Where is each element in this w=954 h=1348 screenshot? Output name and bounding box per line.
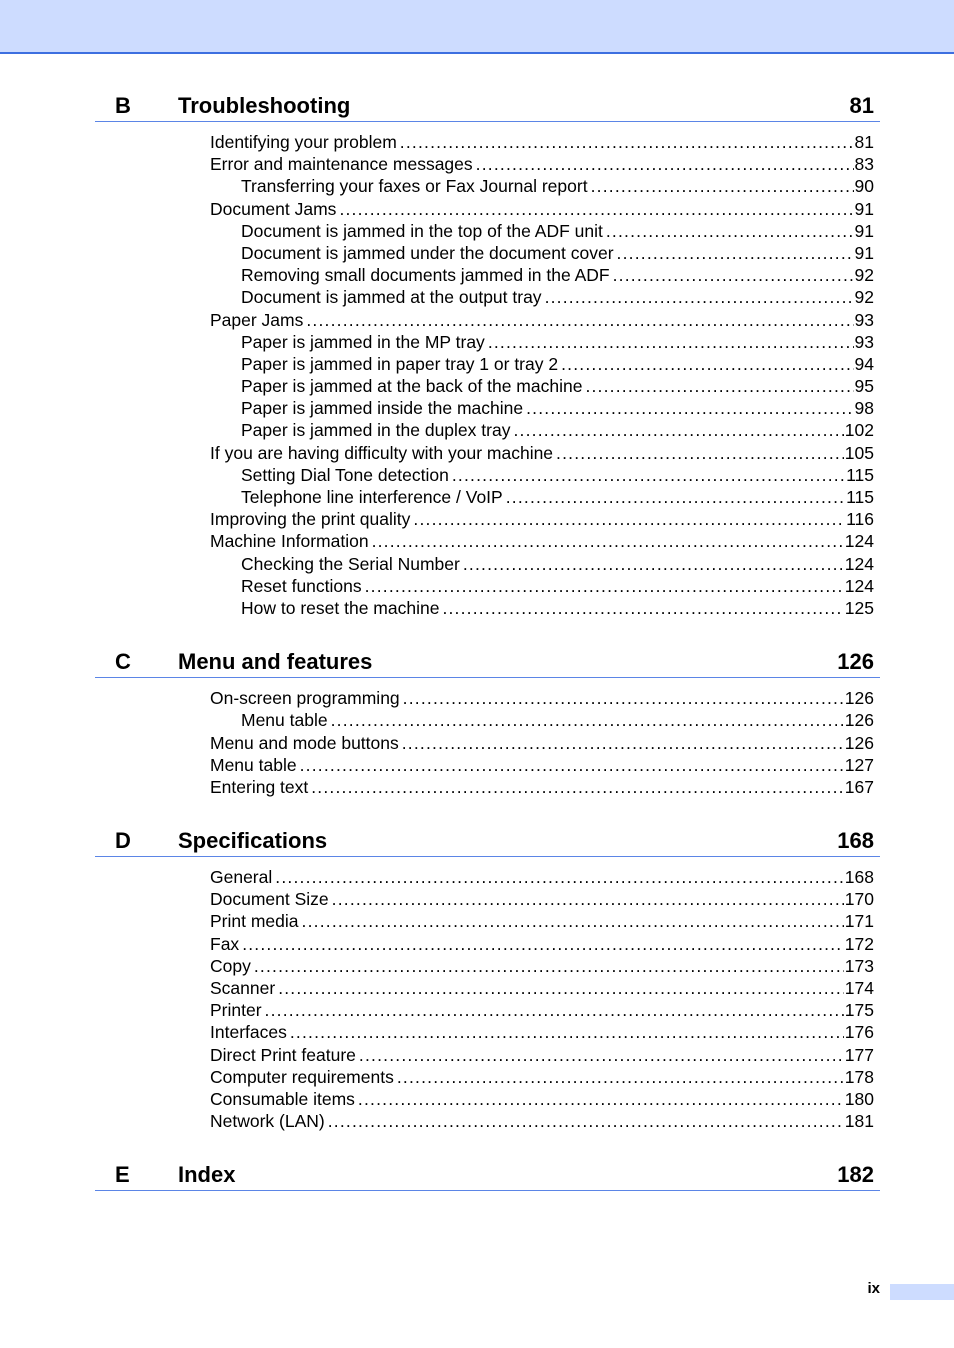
entry-title: Printer	[210, 1000, 262, 1021]
entry-page: 93	[854, 309, 874, 330]
entry-page: 98	[854, 398, 874, 419]
dot-leader	[526, 397, 853, 419]
dot-leader	[290, 1021, 844, 1043]
toc-entry[interactable]	[210, 955, 874, 977]
entry-page: 92	[854, 265, 874, 286]
entry-title: If you are having difficulty with your machine	[210, 442, 554, 463]
entry-title: Document is jammed at the output tray	[241, 287, 542, 308]
entry-page: 115	[846, 487, 874, 507]
entry-page: 180	[844, 1088, 874, 1109]
entry-page: 126	[844, 688, 874, 709]
toc-entry[interactable]	[210, 153, 874, 175]
dot-leader	[617, 242, 854, 264]
dot-leader	[402, 732, 844, 754]
entry-title: General	[210, 867, 273, 888]
dot-leader	[488, 331, 854, 353]
dot-leader	[452, 464, 845, 486]
toc-entry[interactable]	[210, 442, 874, 464]
toc-entry[interactable]	[210, 754, 874, 776]
dot-leader	[400, 131, 854, 153]
entry-page: 90	[854, 176, 874, 197]
chapter-section	[95, 1154, 880, 1191]
entry-page: 91	[854, 242, 874, 263]
toc-entry[interactable]	[210, 530, 874, 552]
dot-leader	[332, 888, 844, 910]
dot-leader	[613, 264, 854, 286]
entry-title: Reset functions	[241, 575, 362, 596]
footer-tab	[890, 1284, 954, 1300]
entry-page: 124	[844, 531, 874, 552]
dot-leader	[359, 1044, 844, 1066]
toc-entry[interactable]	[210, 331, 874, 353]
chapter-page: 182	[837, 1162, 874, 1188]
chapter-heading[interactable]	[95, 85, 880, 122]
chapter-section	[95, 85, 880, 619]
chapter-page: 126	[837, 649, 874, 675]
dot-leader	[311, 776, 844, 798]
entry-title: Paper is jammed in the MP tray	[241, 331, 485, 352]
toc-entry[interactable]	[210, 1110, 874, 1132]
dot-leader	[339, 198, 853, 220]
toc-entry[interactable]	[210, 1044, 874, 1066]
entry-page: 178	[844, 1066, 874, 1087]
entry-list	[95, 857, 880, 1132]
entry-title: Copy	[210, 955, 251, 976]
toc-entry[interactable]	[210, 910, 874, 932]
toc-entry[interactable]	[210, 732, 874, 754]
toc-entry[interactable]	[210, 353, 874, 375]
toc-entry[interactable]	[210, 999, 874, 1021]
toc-entry[interactable]	[210, 933, 874, 955]
entry-list	[95, 122, 880, 619]
entry-page: 124	[844, 575, 874, 596]
entry-page: 176	[844, 1022, 874, 1043]
entry-title: Direct Print feature	[210, 1044, 356, 1065]
chapter-heading[interactable]	[95, 820, 880, 857]
entry-title: Menu and mode buttons	[210, 732, 399, 753]
entry-title: Document is jammed under the document cover	[241, 242, 614, 263]
dot-leader	[242, 933, 844, 955]
toc-entry[interactable]	[210, 687, 874, 709]
entry-title: Checking the Serial Number	[241, 553, 460, 574]
entry-title: How to reset the machine	[241, 597, 440, 618]
toc-entry[interactable]	[210, 397, 874, 419]
entry-page: 177	[844, 1044, 874, 1065]
entry-title: Error and maintenance messages	[210, 154, 473, 175]
toc-entry[interactable]	[210, 486, 874, 508]
entry-title: Menu table	[210, 754, 297, 775]
toc-entry[interactable]	[210, 242, 874, 264]
entry-title: Transferring your faxes or Fax Journal report	[241, 176, 588, 197]
toc-entry[interactable]	[210, 286, 874, 308]
dot-leader	[545, 286, 854, 308]
chapter-title: Troubleshooting	[178, 93, 351, 118]
entry-title: Improving the print quality	[210, 509, 411, 530]
entry-page: 170	[844, 889, 874, 910]
entry-page: 125	[844, 597, 874, 618]
chapter-title: Specifications	[178, 828, 328, 854]
chapter-title: Menu and features	[178, 649, 373, 675]
dot-leader	[506, 486, 845, 508]
dot-leader	[331, 709, 844, 731]
chapter-page: 168	[837, 828, 874, 854]
dot-leader	[606, 220, 854, 242]
header-band	[0, 0, 954, 54]
entry-title: Document Size	[210, 889, 329, 910]
toc-entry[interactable]	[210, 131, 874, 153]
entry-page: 91	[854, 198, 874, 219]
dot-leader	[300, 754, 844, 776]
toc-entry[interactable]	[210, 1088, 874, 1110]
toc-entry[interactable]	[210, 508, 874, 530]
entry-title: Paper Jams	[210, 309, 304, 330]
dot-leader	[302, 910, 844, 932]
entry-page: 167	[844, 776, 874, 797]
dot-leader	[403, 687, 844, 709]
entry-page: 91	[854, 220, 874, 241]
entry-page: 181	[844, 1111, 874, 1132]
dot-leader	[591, 175, 854, 197]
toc-entry[interactable]	[210, 888, 874, 910]
entry-title: Paper is jammed in paper tray 1 or tray 2	[241, 353, 559, 374]
chapter-letter: C	[115, 649, 131, 675]
entry-page: 116	[846, 509, 874, 530]
dot-leader	[265, 999, 844, 1021]
entry-page: 126	[844, 710, 874, 731]
chapter-section	[95, 820, 880, 1132]
entry-title: Fax	[210, 933, 240, 954]
entry-page: 175	[844, 1000, 874, 1021]
toc-entry[interactable]	[210, 575, 874, 597]
entry-title: Document Jams	[210, 198, 337, 219]
entry-page: 171	[844, 911, 874, 932]
dot-leader	[365, 575, 844, 597]
dot-leader	[463, 553, 844, 575]
entry-page: 174	[844, 978, 874, 998]
dot-leader	[358, 1088, 844, 1110]
entry-title: Entering text	[210, 776, 309, 797]
dot-leader	[397, 1066, 844, 1088]
entry-title: Print media	[210, 911, 299, 932]
page-number: ix	[867, 1280, 880, 1297]
toc-entry[interactable]	[210, 709, 874, 731]
chapter-page: 81	[849, 93, 874, 118]
toc-entry[interactable]	[210, 198, 874, 220]
entry-page: 168	[844, 867, 874, 888]
entry-title: Machine Information	[210, 531, 369, 552]
toc-entry[interactable]	[210, 776, 874, 798]
entry-title: Removing small documents jammed in the ADF	[241, 265, 610, 286]
toc-entry[interactable]	[210, 175, 874, 197]
entry-page: 92	[854, 287, 874, 308]
entry-page: 173	[844, 955, 874, 976]
chapter-title: Index	[178, 1162, 236, 1188]
dot-leader	[275, 866, 844, 888]
toc-entry[interactable]	[210, 309, 874, 331]
chapter-letter: D	[115, 828, 131, 854]
dot-leader	[278, 977, 844, 999]
entry-page: 105	[844, 442, 874, 463]
entry-title: Scanner	[210, 978, 276, 998]
dot-leader	[328, 1110, 844, 1132]
entry-page: 115	[846, 464, 874, 485]
table-of-contents	[95, 85, 880, 1213]
toc-entry[interactable]	[210, 464, 874, 486]
entry-page: 126	[844, 732, 874, 753]
entry-title: Identifying your problem	[210, 132, 397, 152]
entry-title: Document is jammed in the top of the ADF unit	[241, 220, 603, 241]
dot-leader	[372, 530, 844, 552]
entry-page: 95	[854, 376, 874, 397]
toc-entry[interactable]	[210, 375, 874, 397]
entry-page: 102	[844, 420, 874, 441]
chapter-letter: E	[115, 1162, 130, 1188]
entry-title: Menu table	[241, 710, 328, 731]
entry-title: Computer requirements	[210, 1066, 394, 1087]
entry-page: 127	[844, 754, 874, 775]
toc-entry[interactable]	[210, 553, 874, 575]
toc-entry[interactable]	[210, 866, 874, 888]
entry-title: Interfaces	[210, 1022, 287, 1043]
toc-entry[interactable]	[210, 220, 874, 242]
entry-title: Paper is jammed inside the machine	[241, 398, 524, 419]
entry-page: 124	[844, 553, 874, 574]
entry-page: 172	[844, 933, 874, 954]
entry-page: 94	[854, 353, 874, 374]
dot-leader	[442, 597, 843, 619]
dot-leader	[513, 419, 843, 441]
toc-entry[interactable]	[210, 1066, 874, 1088]
chapter-letter: B	[115, 93, 131, 118]
toc-entry[interactable]	[210, 264, 874, 286]
dot-leader	[254, 955, 844, 977]
entry-title: Paper is jammed in the duplex tray	[241, 420, 511, 441]
dot-leader	[476, 153, 854, 175]
toc-entry[interactable]	[210, 419, 874, 441]
entry-page: 81	[854, 132, 874, 152]
entry-title: Telephone line interference / VoIP	[241, 487, 503, 507]
dot-leader	[413, 508, 845, 530]
entry-title: Paper is jammed at the back of the machine	[241, 376, 583, 397]
entry-title: On-screen programming	[210, 688, 400, 709]
entry-page: 93	[854, 331, 874, 352]
chapter-heading[interactable]	[95, 641, 880, 678]
toc-entry[interactable]	[210, 1021, 874, 1043]
entry-list	[95, 678, 880, 798]
dot-leader	[306, 309, 853, 331]
toc-entry[interactable]	[210, 597, 874, 619]
dot-leader	[585, 375, 853, 397]
entry-title: Network (LAN)	[210, 1111, 325, 1132]
dot-leader	[556, 442, 844, 464]
chapter-heading[interactable]	[95, 1154, 880, 1191]
entry-page: 83	[854, 154, 874, 175]
entry-title: Setting Dial Tone detection	[241, 464, 449, 485]
entry-title: Consumable items	[210, 1088, 355, 1109]
chapter-section	[95, 641, 880, 798]
dot-leader	[561, 353, 853, 375]
toc-entry[interactable]	[210, 977, 874, 999]
